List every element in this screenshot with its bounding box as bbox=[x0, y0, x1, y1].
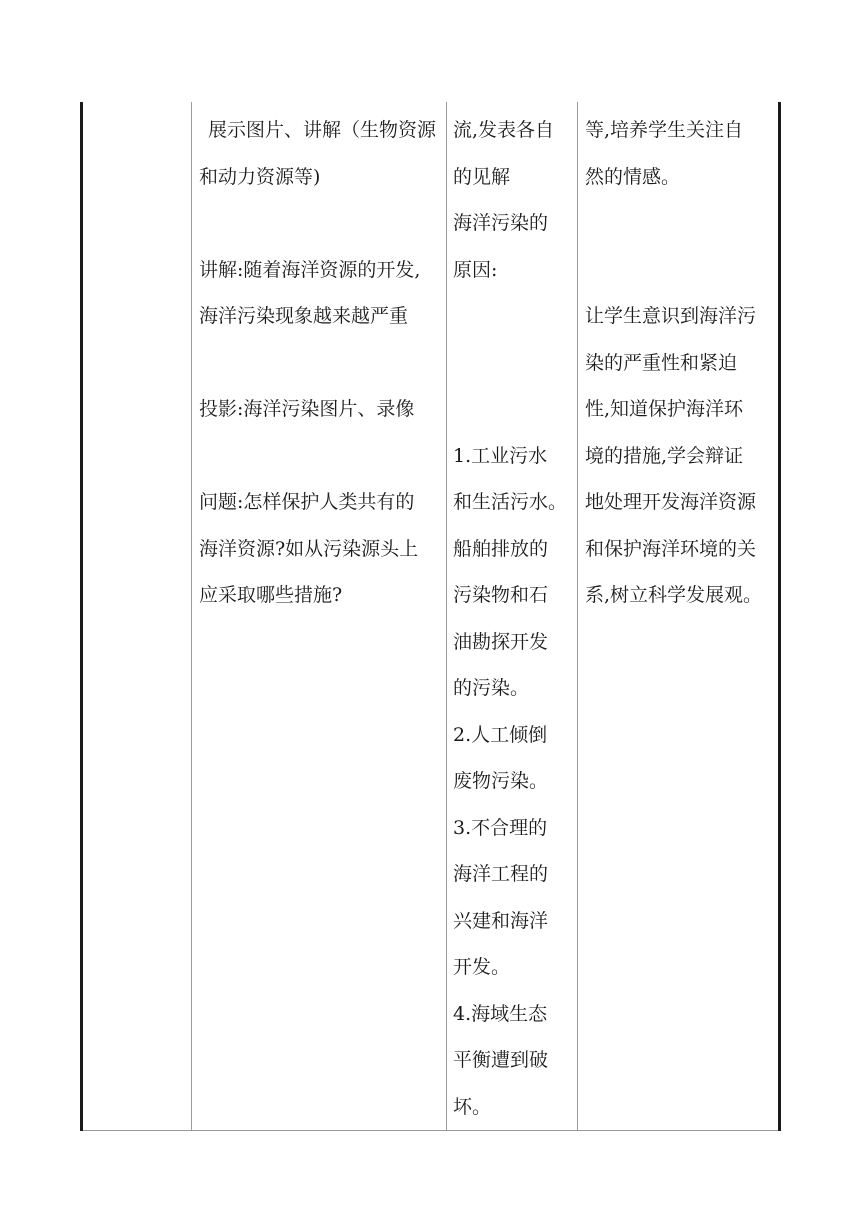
teacher-line bbox=[199, 200, 446, 247]
teacher-line: 和动力资源等) bbox=[199, 165, 321, 188]
teacher-line bbox=[199, 340, 446, 387]
intent-line: 染的严重性和紧迫 bbox=[585, 351, 738, 374]
intent-line: 系,树立科学发展观。 bbox=[585, 584, 763, 606]
student-line: 3.不合理的 bbox=[453, 816, 548, 839]
intent-line: 然的情感。 bbox=[585, 165, 681, 188]
student-line: 废物污染。 bbox=[453, 770, 549, 792]
student-line: 1.工业污水 bbox=[453, 444, 548, 467]
intent-line: 让学生意识到海洋污 bbox=[585, 305, 757, 327]
teacher-line: 应采取哪些措施? bbox=[199, 584, 343, 606]
student-line: 原因: bbox=[453, 258, 498, 281]
teacher-line: 投影:海洋污染图片、录像 bbox=[199, 398, 415, 420]
teacher-line: 海洋污染现象越来越严重 bbox=[199, 305, 409, 327]
intent-line bbox=[585, 200, 778, 247]
student-line: 油勘探开发 bbox=[453, 630, 549, 653]
teacher-activity-cell bbox=[192, 102, 447, 1131]
teacher-line: 展示图片、讲解（生物资源 bbox=[208, 119, 437, 141]
table-row bbox=[82, 102, 780, 1131]
teacher-line: 问题:怎样保护人类共有的 bbox=[199, 491, 415, 513]
teacher-line: 海洋资源?如从污染源头上 bbox=[199, 537, 419, 560]
student-line bbox=[453, 386, 577, 433]
student-line bbox=[453, 340, 577, 387]
student-line: 和生活污水。 bbox=[453, 491, 568, 513]
intent-line: 等,培养学生关注自 bbox=[585, 119, 744, 141]
teacher-line bbox=[199, 433, 446, 480]
student-line: 开发。 bbox=[453, 956, 511, 978]
intent-line: 地处理开发海洋资源 bbox=[585, 491, 757, 513]
design-intent-cell bbox=[578, 102, 780, 1131]
stage-cell bbox=[82, 102, 192, 1131]
student-line: 兴建和海洋 bbox=[453, 909, 549, 932]
student-line: 坏。 bbox=[453, 1095, 492, 1118]
intent-line: 境的措施,学会辩证 bbox=[585, 444, 744, 467]
student-line: 污染物和石 bbox=[453, 584, 549, 606]
student-line: 的见解 bbox=[453, 165, 511, 188]
student-line: 平衡遭到破 bbox=[453, 1049, 549, 1071]
student-line: 2.人工倾倒 bbox=[453, 723, 548, 746]
intent-line: 性,知道保护海洋环 bbox=[585, 398, 744, 420]
student-activity-cell bbox=[447, 102, 578, 1131]
student-line: 流,发表各自 bbox=[453, 119, 555, 141]
student-line: 海洋工程的 bbox=[453, 863, 549, 885]
student-line bbox=[453, 293, 577, 340]
student-line: 4.海域生态 bbox=[453, 1002, 548, 1025]
student-line: 船舶排放的 bbox=[453, 537, 549, 560]
lesson-plan-table bbox=[80, 102, 781, 1131]
teacher-line: 讲解:随着海洋资源的开发, bbox=[199, 258, 421, 281]
student-line: 的污染。 bbox=[453, 677, 530, 699]
intent-line: 和保护海洋环境的关 bbox=[585, 537, 757, 560]
student-line: 海洋污染的 bbox=[453, 212, 549, 234]
intent-line bbox=[585, 247, 778, 294]
